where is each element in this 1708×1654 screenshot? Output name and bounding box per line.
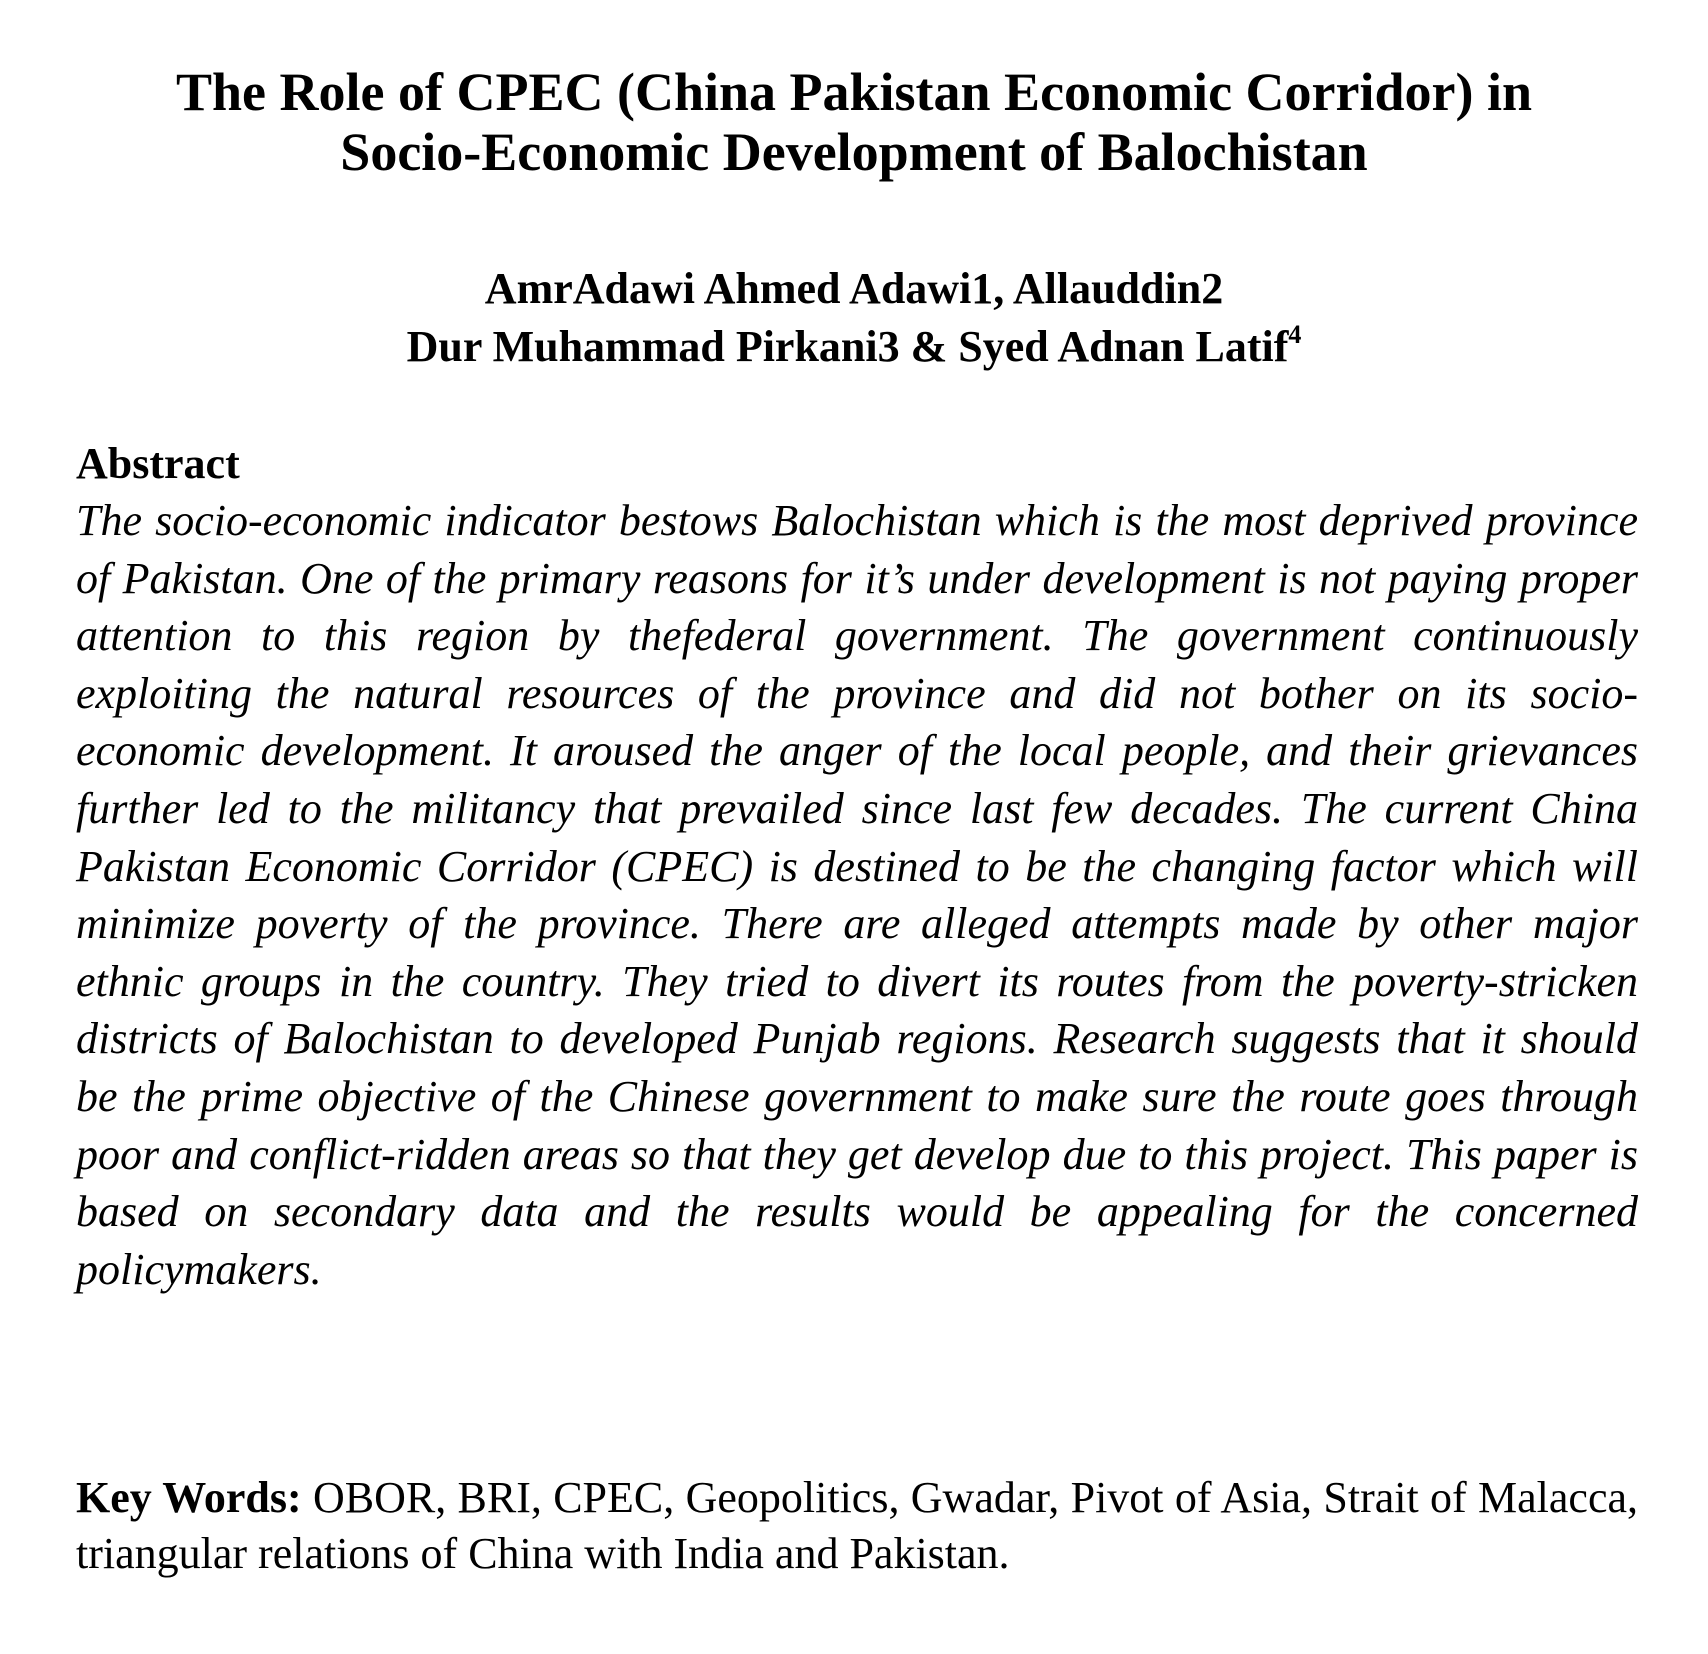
author-affiliation-superscript: 4 bbox=[1288, 320, 1302, 349]
paper-title bbox=[0, 62, 1708, 182]
abstract-heading: Abstract bbox=[76, 439, 240, 488]
author-line-1: AmrAdawi Ahmed Adawi1, Allauddin2 bbox=[484, 264, 1224, 313]
paper-title-line-2: Socio-Economic Development of Balochistan bbox=[340, 122, 1368, 182]
paper-title-line-1: The Role of CPEC (China Pakistan Economic Corridor) in bbox=[176, 62, 1532, 122]
keywords-label: Key Words: bbox=[76, 1473, 302, 1522]
keywords-list: OBOR, BRI, CPEC, Geopolitics, Gwadar, Pivot of Asia, Strait of Malacca, triangular relations of China with India and Pakistan. bbox=[76, 1473, 1638, 1578]
keywords bbox=[76, 1470, 1638, 1582]
author-line-2-text: Dur Muhammad Pirkani3 & Syed Adnan Latif bbox=[406, 322, 1289, 371]
author-list bbox=[0, 260, 1708, 376]
author-line-2 bbox=[0, 318, 1708, 376]
abstract-body: The socio-economic indicator bestows Balochistan which is the most deprived province of Pakistan. One of the primary reasons for it’s under development is not paying proper attention to this region by thefederal government. The government continuously exploiting the natural resources of the province and did not bother on its socio-economic development. It aroused the anger of the local people, and their grievances further led to the militancy that prevailed since last few decades. The current China Pakistan Economic Corridor (CPEC) is destined to be the changing factor which will minimize poverty of the province. There are alleged attempts made by other major ethnic groups in the country. They tried to divert its routes from the poverty-stricken districts of Balochistan to developed Punjab regions. Research suggests that it should be the prime objective of the Chinese government to make sure the route goes through poor and conflict-ridden areas so that they get develop due to this project. This paper is based on secondary data and the results would be appealing for the concerned policymakers. bbox=[76, 496, 1638, 1294]
